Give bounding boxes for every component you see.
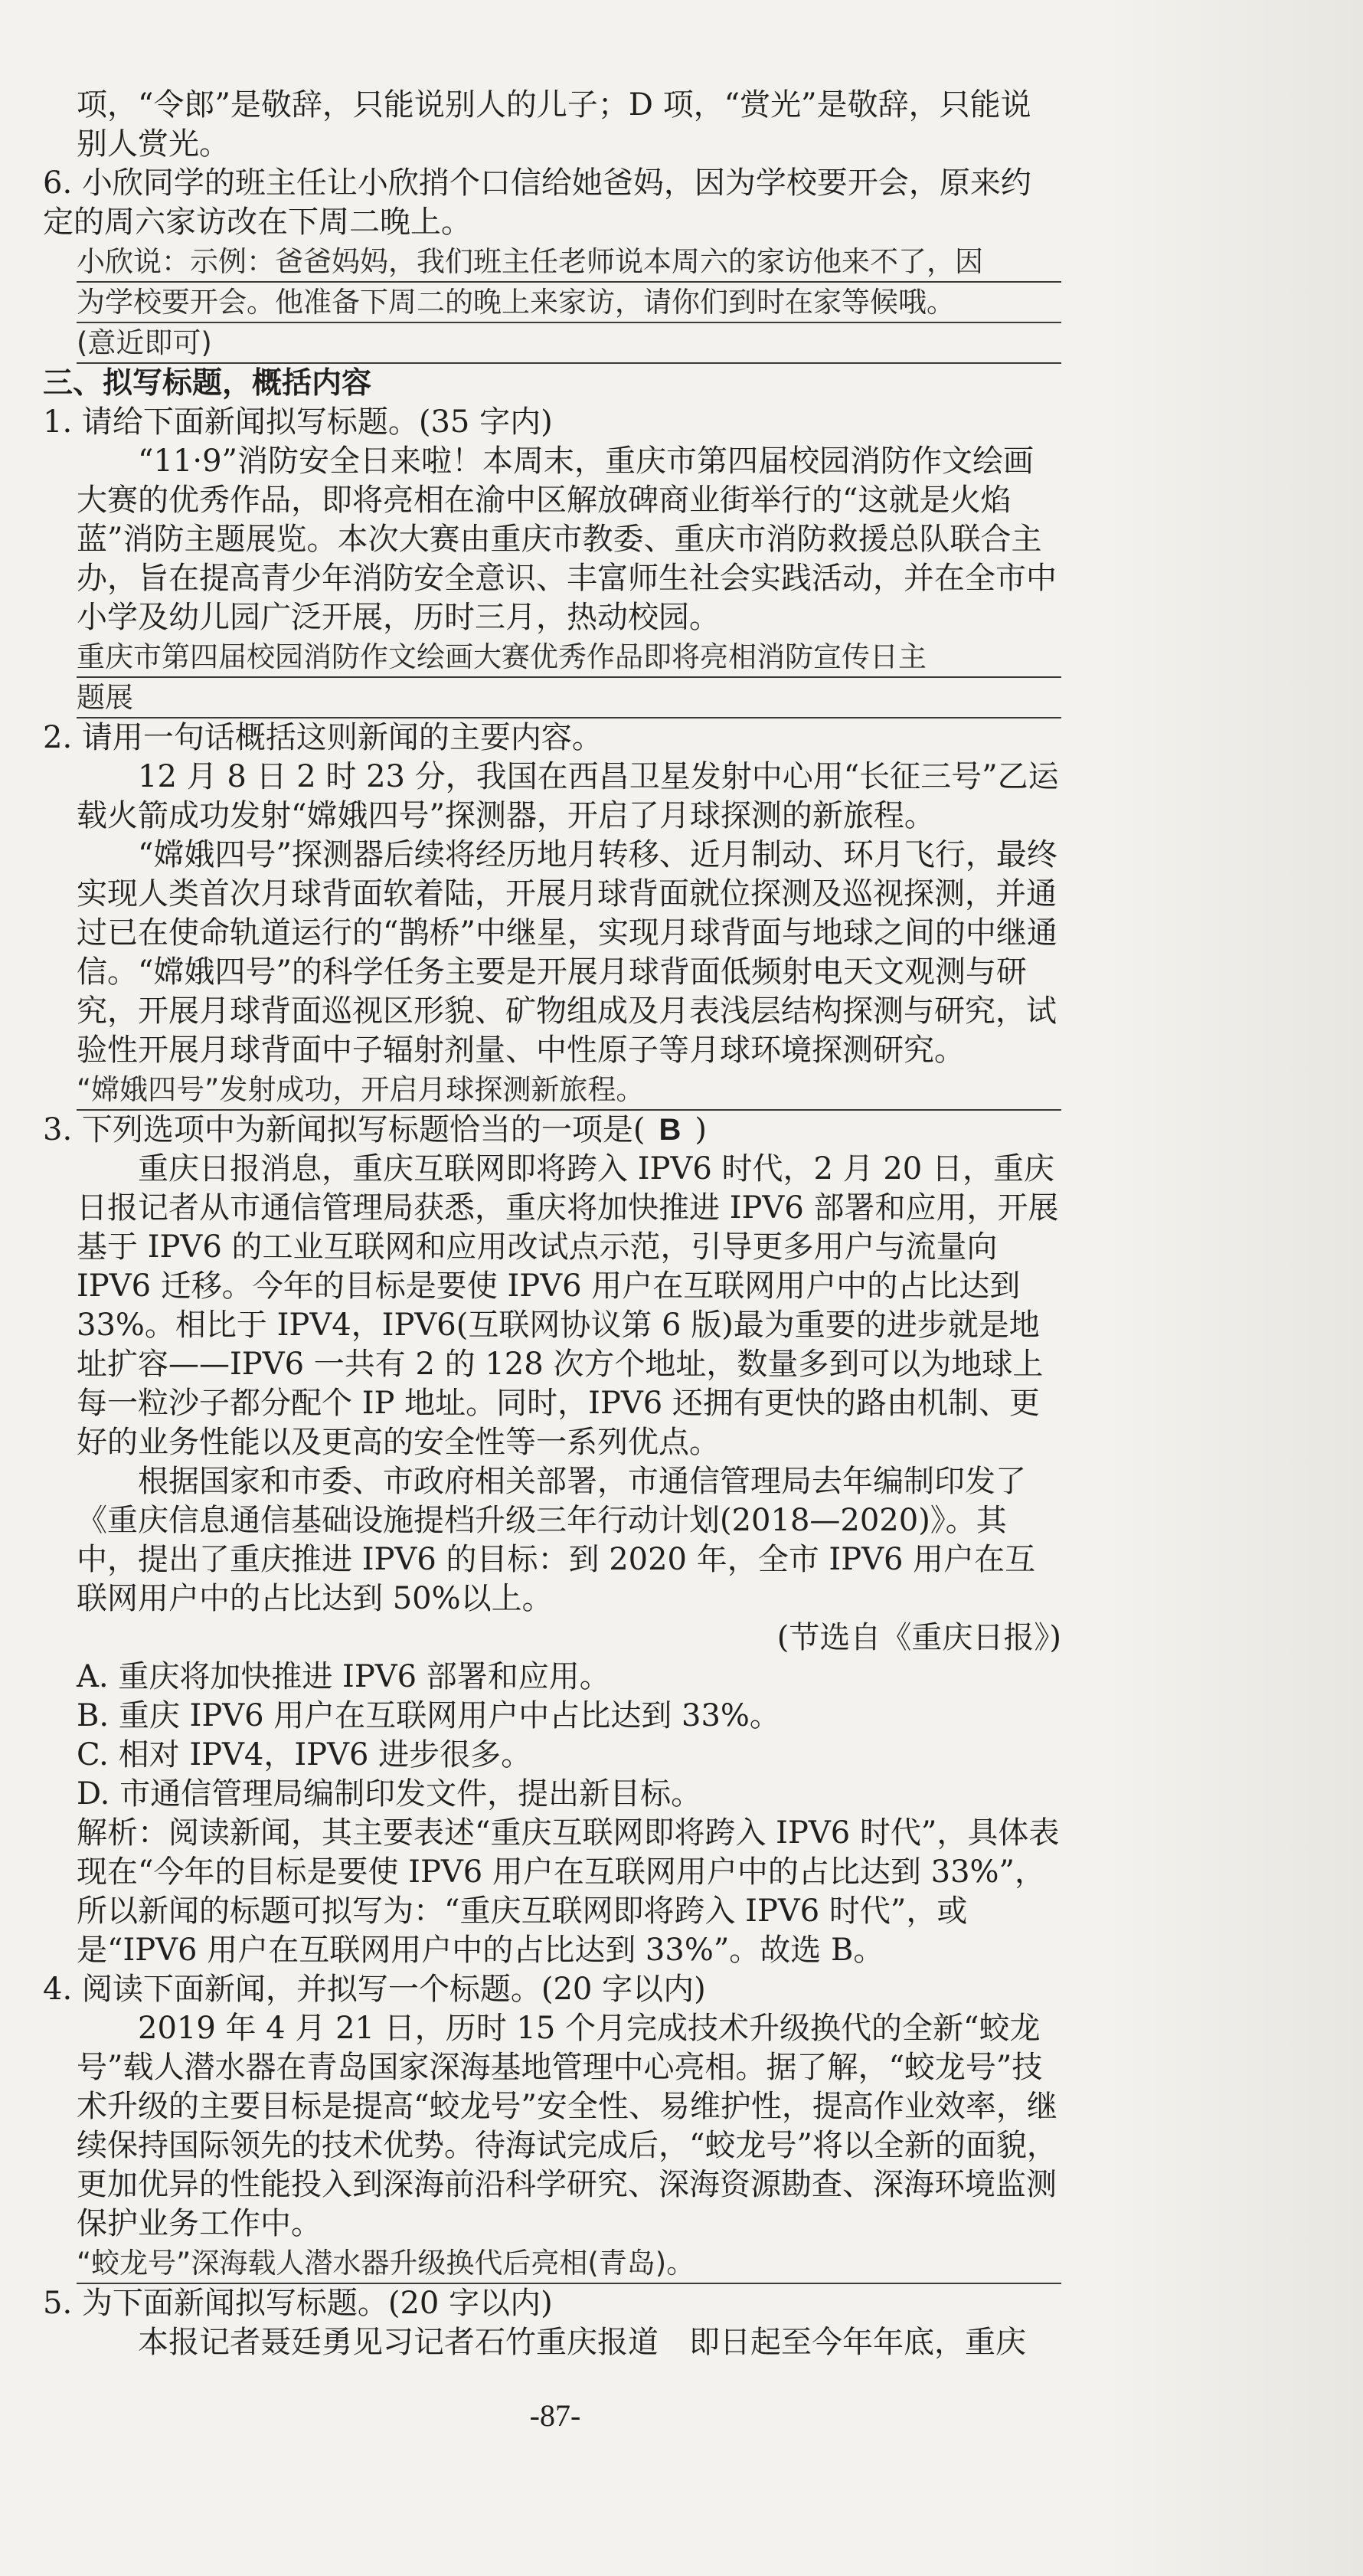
q2-para2: “嫦娥四号”探测器后续将经历地月转移、近月制动、环月飞行，最终实现人类首次月球背面软着陆，开展月球背面就位探测及巡视探测，并通过已在使命轨道运行的“鹊桥”中继星，实现月球背面与地球之间的中继通信。“嫦娥四号”的科学任务主要是开展月球背面低频射电天文观测与研究，开展月球背面巡视区形貌、矿物组成及月表浅层结构探测与研究，试验性开展月球背面中子辐射剂量、中性原子等月球环境探测研究。	[77, 837, 1057, 1068]
q2-para1: 12 月 8 日 2 时 23 分，我国在西昌卫星发射中心用“长征三号”乙运载火箭成功发射“嫦娥四号”探测器，开启了月球探测的新旅程。	[77, 759, 1059, 833]
section-3-title: 三、拟写标题，概括内容	[43, 366, 372, 401]
q5-question: 5. 为下面新闻拟写标题。(20 字以内)	[43, 2286, 553, 2321]
q6-answer	[77, 242, 1061, 364]
q6-answer-line1: 小欣说：示例：爸爸妈妈，我们班主任老师说本周六的家访他来不了，因	[77, 242, 1061, 283]
q3-option-b: B. 重庆 IPV6 用户在互联网用户中占比达到 33%。	[77, 1698, 780, 1733]
q6-answer-line3: (意近即可)	[77, 326, 212, 359]
q5-text: 本报记者聂廷勇见习记者石竹重庆报道 即日起至今年年底，重庆	[138, 2325, 1026, 2360]
q4-answer: “蛟龙号”深海载人潜水器升级换代后亮相(青岛)。	[77, 2244, 1061, 2284]
top-continuation: 项，“令郎”是敬辞，只能说别人的儿子；D 项，“赏光”是敬辞，只能说别人赏光。	[77, 87, 1031, 162]
q4-text: 2019 年 4 月 21 日，历时 15 个月完成技术升级换代的全新“蛟龙号”载人潜水器在青岛国家深海基地管理中心亮相。据了解，“蛟龙号”技术升级的主要目标是提高“蛟龙号”安全性、易维护性，提高作业效率，继续保持国际领先的技术优势。待海试完成后，“蛟龙号”将以全新的面貌，更加优异的性能投入到深海前沿科学研究、深海资源勘查、深海环境监测保护业务工作中。	[77, 2011, 1057, 2241]
q3-question-after: )	[695, 1112, 707, 1147]
q6-answer-line2: 为学校要开会。他准备下周二的晚上来家访，请你们到时在家等候哦。	[77, 283, 1061, 323]
worksheet-content	[43, 86, 1061, 2362]
question-6	[43, 164, 1061, 364]
question-5	[43, 2284, 1061, 2362]
q3-question	[43, 1111, 1061, 1150]
q4-question: 4. 阅读下面新闻，并拟写一个标题。(20 字以内)	[43, 1972, 706, 2007]
question-2	[43, 718, 1061, 1111]
q3-option-c: C. 相对 IPV4，IPV6 进步很多。	[77, 1737, 532, 1772]
q3-para2: 根据国家和市委、市政府相关部署，市通信管理局去年编制印发了《重庆信息通信基础设施提档升级三年行动计划(2018—2020)》。其中，提出了重庆推进 IPV6 的目标：到 2020 年，全市 IPV6 用户在互联网用户中的占比达到 50%以上。	[77, 1464, 1036, 1616]
q1-answer-line1: 重庆市第四届校园消防作文绘画大赛优秀作品即将亮相消防宣传日主	[77, 637, 1061, 678]
question-1	[43, 403, 1061, 718]
page-number: -87-	[529, 2398, 581, 2433]
q3-para1: 重庆日报消息，重庆互联网即将跨入 IPV6 时代，2 月 20 日，重庆日报记者从市通信管理局获悉，重庆将加快推进 IPV6 部署和应用，开展基于 IPV6 的工业互联网和应用改试点示范，引导更多用户与流量向 IPV6 迁移。今年的目标是要使 IPV6 用户在互联网用户中的占比达到 33%。相比于 IPV4，IPV6(互联网协议第 6 版)最为重要的进步就是地址扩容——IPV6 一共有 2 的 128 次方个地址，数量多到可以为地球上每一粒沙子都分配个 IP 地址。同时，IPV6 还拥有更快的路由机制、更好的业务性能以及更高的安全性等一系列优点。	[77, 1151, 1059, 1460]
q2-question: 2. 请用一句话概括这则新闻的主要内容。	[43, 720, 603, 755]
question-4	[43, 1970, 1061, 2284]
q3-option-a: A. 重庆将加快推进 IPV6 部署和应用。	[77, 1659, 610, 1694]
q3-question-before: 3. 下列选项中为新闻拟写标题恰当的一项是(	[43, 1112, 646, 1147]
q3-source-row	[43, 1619, 1061, 1658]
q1-text: “11·9”消防安全日来啦！本周末，重庆市第四届校园消防作文绘画大赛的优秀作品，即将亮相在渝中区解放碑商业街举行的“这就是火焰蓝”消防主题展览。本次大赛由重庆市教委、重庆市消防救援总队联合主办，旨在提高青少年消防安全意识、丰富师生社会实践活动，并在全市中小学及幼儿园广泛开展，历时三月，热动校园。	[77, 444, 1057, 635]
page-shadow	[1103, 0, 1363, 2576]
q6-question: 6. 小欣同学的班主任让小欣捎个口信给她爸妈，因为学校要开会，原来约定的周六家访改在下周二晚上。	[43, 165, 1031, 240]
q1-answer	[77, 637, 1061, 718]
q2-answer: “嫦娥四号”发射成功，开启月球探测新旅程。	[77, 1070, 1061, 1111]
q3-analysis: 解析：阅读新闻，其主要表述“重庆互联网即将跨入 IPV6 时代”，具体表现在“今年的目标是要使 IPV6 用户在互联网用户中的占比达到 33%”，所以新闻的标题可拟写为：“重庆互联网即将跨入 IPV6 时代”，或是“IPV6 用户在互联网用户中的占比达到 33%”。故选 B。	[77, 1815, 1060, 1968]
question-3	[43, 1111, 1061, 1970]
q1-answer-line2: 题展	[77, 681, 133, 714]
q3-option-d: D. 市通信管理局编制印发文件，提出新目标。	[77, 1776, 702, 1812]
q3-source: (节选自《重庆日报》)	[776, 1620, 1061, 1655]
q1-question: 1. 请给下面新闻拟写标题。(35 字内)	[43, 404, 553, 440]
q3-choice: B	[659, 1113, 682, 1147]
